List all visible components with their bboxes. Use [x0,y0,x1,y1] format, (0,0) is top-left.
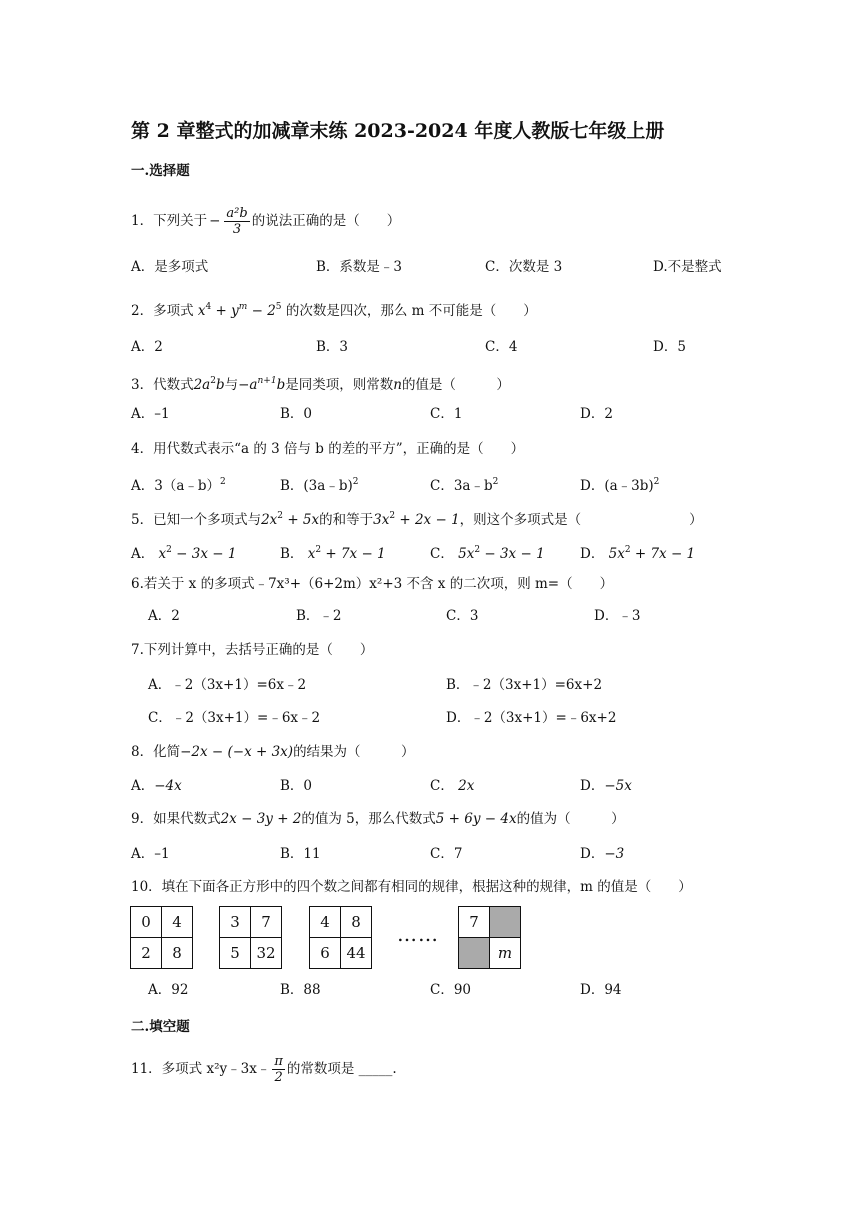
q2-option-a: A．2 [131,339,163,355]
number-grid-1: 0 4 2 8 [130,906,193,969]
section-heading-choice: 一.选择题 [131,163,190,179]
number-grid-3: 4 8 6 44 [309,906,372,969]
q8-option-b: B．0 [280,778,313,794]
question-6: 6.若关于 x 的多项式﹣7x³+（6+2m）x²+3 不含 x 的二次项，则 m=（ ） [131,576,614,592]
q5-option-c: C． $5x^2 - 3x - 1$ [430,545,545,562]
q3-option-d: D．2 [580,406,613,422]
q9-option-c: C．7 [430,846,463,862]
question-2: 2．多项式 $x^4 + y^m - 2^5$ 的次数是四次，那么 m 不可能是（ ） [131,302,537,319]
shaded-cell [459,938,490,969]
q9-option-b: B．11 [280,846,321,862]
q6-option-c: C．3 [446,608,479,624]
question-4: 4．用代数式表示“a 的 3 倍与 b 的差的平方”，正确的是（ ） [131,441,525,457]
q10-option-b: B．88 [280,982,321,998]
shaded-cell [490,907,521,938]
question-8: 8．化简−2x − (−x + 3x)的结果为（ ） [131,744,415,760]
question-5: 5．已知一个多项式与$2x^2 + 5x$的和等于$3x^2 + 2x - 1$，则这个多项式是（ ） [131,511,703,528]
q9-option-d: D．−3 [580,846,625,862]
q7-option-b: B．﹣2（3x+1）=6x+2 [446,677,603,693]
q4-option-b: B．(3a﹣b)$^2$ [280,477,359,494]
question-7: 7.下列计算中，去括号正确的是（ ） [131,642,374,658]
q8-option-a: A．−4x [131,778,182,794]
q10-option-c: C．90 [430,982,472,998]
q7-option-d: D．﹣2（3x+1）=﹣6x+2 [446,710,617,726]
document-title: 第 2 章整式的加减章末练 2023-2024 年度人教版七年级上册 [131,120,665,142]
q1-option-d: D.不是整式 [653,259,722,275]
number-grid-4: 7 m [458,906,521,969]
q5-option-a: A． $x^2 - 3x - 1$ [131,545,237,562]
q2-option-c: C．4 [485,339,518,355]
q8-option-c: C． 2x [430,778,475,794]
q6-option-d: D．﹣3 [594,608,641,624]
q5-option-b: B． $x^2 + 7x - 1$ [280,545,386,562]
q4-option-a: A．3（a﹣b）$^2$ [131,477,226,494]
q2-option-d: D．5 [653,339,686,355]
math-expression: $x^4 + y^m - 2^5$ [193,302,282,319]
number-grid-2: 3 7 5 32 [219,906,282,969]
q4-option-c: C．$3a﹣b^2$ [430,477,499,494]
ellipsis: …… [397,922,439,946]
question-3: 3．代数式$2a^2b$与$-a^{n+1}b$是同类项，则常数n的值是（ ） [131,376,510,393]
q3-option-c: C．1 [430,406,463,422]
question-9: 9．如果代数式2x − 3y + 2的值为 5，那么代数式5 + 6y − 4x的值为（ ） [131,811,625,827]
q10-option-d: D．94 [580,982,622,998]
question-11: 11．多项式 x²y﹣3x﹣ $\frac{\pi}{2}$ 的常数项是 _____. [131,1054,397,1085]
q5-option-d: D． $5x^2 + 7x - 1$ [580,545,696,562]
q9-option-a: A．–1 [131,846,170,862]
q7-option-c: C．﹣2（3x+1）=﹣6x﹣2 [148,710,321,726]
q3-option-a: A．–1 [131,406,170,422]
q2-option-b: B．3 [316,339,349,355]
q10-option-a: A．92 [148,982,189,998]
q6-option-b: B．﹣2 [296,608,342,624]
q3-option-b: B．0 [280,406,313,422]
q1-option-b: B．系数是﹣3 [316,259,403,275]
question-1: 1．下列关于 − $\frac{\text{a²b}}{3}$ 的说法正确的是（ ） [131,206,401,237]
question-10: 10．填在下面各正方形中的四个数之间都有相同的规律，根据这种的规律，m 的值是（ ） [131,879,692,895]
q7-option-a: A．﹣2（3x+1）=6x﹣2 [148,677,307,693]
q1-option-a: A．是多项式 [131,259,209,275]
q8-option-d: D．−5x [580,778,632,794]
q4-option-d: D．(a﹣3b)$^2$ [580,477,660,494]
q1-option-c: C．次数是 3 [485,259,563,275]
section-heading-fill: 二.填空题 [131,1019,190,1035]
q6-option-a: A．2 [148,608,180,624]
fraction: − [209,212,221,229]
